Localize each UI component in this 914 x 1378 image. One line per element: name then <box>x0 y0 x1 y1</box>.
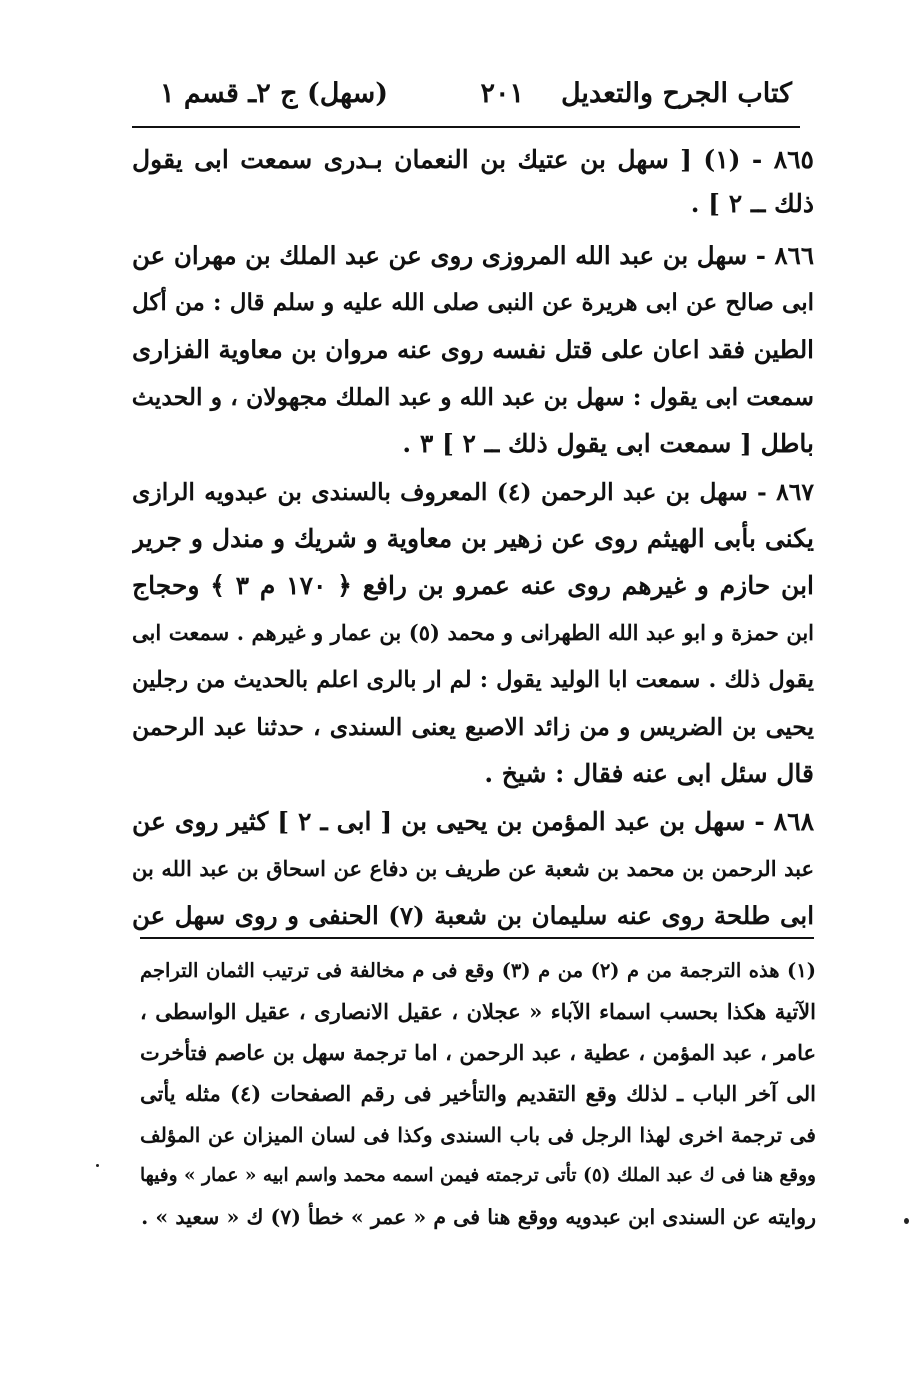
footnote-line: الى آخر الباب ـ لذلك وقع التقديم والتأخير فى رقم الصفحات (٤) مثله يأتى <box>140 1081 816 1106</box>
footnote-rule <box>140 937 814 939</box>
footnote-line: ووقع هنا فى ك عبد الملك (٥) تأتى ترجمته فيمن اسمه محمد واسم ابيه « عمار » وفيها <box>140 1165 816 1186</box>
text-line: ٨٦٥ - (١) [ سهل بن عتيك بن النعمان بـدرى سمعت ابى يقول <box>132 145 814 174</box>
text-line: ابى طلحة روى عنه سليمان بن شعبة (٧) الحنفى و روى سهل عن <box>132 901 814 930</box>
text-line: يكنى بأبى الهيثم روى عن زهير بن معاوية و شريك و مندل و جرير <box>132 524 814 553</box>
footnote-line: (١) هذه الترجمة من م (٢) من م (٣) وقع فى م مخالفة فى ترتيب الثمان التراجم <box>140 959 816 982</box>
scan-speck <box>96 1164 99 1167</box>
text-line: باطل [ سمعت ابى يقول ذلك ــ ٢ ] ٣ . <box>402 429 814 458</box>
page-number: ٢٠١ <box>480 78 524 109</box>
text-line: ابن حازم و غيرهم روى عنه عمرو بن رافع ﴿ ١٧٠ م ٣ ﴾ وحجاج <box>132 571 814 600</box>
text-line: ٨٦٨ - سهل بن عبد المؤمن بن يحيى بن [ ابى ـ ٢ ] كثير روى عن <box>132 807 814 836</box>
footnote-line: روايته عن السندى ابن عبدويه ووقع هنا فى م « عمر » خطأ (٧) ك « سعيد » . <box>141 1205 816 1229</box>
book-title: كتاب الجرح والتعديل <box>560 78 792 109</box>
text-line: يحيى بن الضريس و من زائد الاصبع يعنى السندى ، حدثنا عبد الرحمن <box>132 713 814 741</box>
running-header <box>160 78 792 128</box>
text-line: سمعت ابى يقول : سهل بن عبد الله و عبد الملك مجهولان ، و الحديث <box>132 383 814 411</box>
text-line: ٨٦٦ - سهل بن عبد الله المروزى روى عن عبد الملك بن مهران عن <box>132 241 814 270</box>
text-line: قال سئل ابى عنه فقال : شيخ . <box>484 759 814 788</box>
footnote-line: عامر ، عبد المؤمن ، عطية ، عبد الرحمن ، اما ترجمة سهل بن عاصم فتأخرت <box>140 1040 816 1065</box>
footnote-line: فى ترجمة اخرى لهذا الرجل فى باب السندى وكذا فى لسان الميزان عن المؤلف <box>140 1123 816 1147</box>
text-line: ٨٦٧ - سهل بن عبد الرحمن (٤) المعروف بالسندى بن عبدويه الرازى <box>132 478 814 506</box>
header-rule <box>132 126 800 128</box>
section-label: (سهل) ج ٢ـ قسم ١ <box>160 78 389 109</box>
text-line: يقول ذلك . سمعت ابا الوليد يقول : لم ار بالرى اعلم بالحديث من رجلين <box>132 667 814 693</box>
text-line: ابن حمزة و ابو عبد الله الطهرانى و محمد (٥) بن عمار و غيرهم . سمعت ابى <box>132 620 814 645</box>
text-line: ابى صالح عن ابى هريرة عن النبى صلى الله عليه و سلم قال : من أكل <box>132 289 814 316</box>
footnote-line: الآتية هكذا بحسب اسماء الآباء « عجلان ، عقيل الانصارى ، عقيل الواسطى ، <box>140 999 816 1024</box>
text-line: الطين فقد اعان على قتل نفسه روى عنه مروان بن معاوية الفزارى <box>132 335 814 364</box>
text-line: ذلك ــ ٢ ] . <box>690 189 814 218</box>
text-line: عبد الرحمن بن محمد بن شعبة عن طريف بن دفاع عن اسحاق بن عبد الله بن <box>132 856 814 881</box>
scan-speck <box>904 1218 909 1224</box>
